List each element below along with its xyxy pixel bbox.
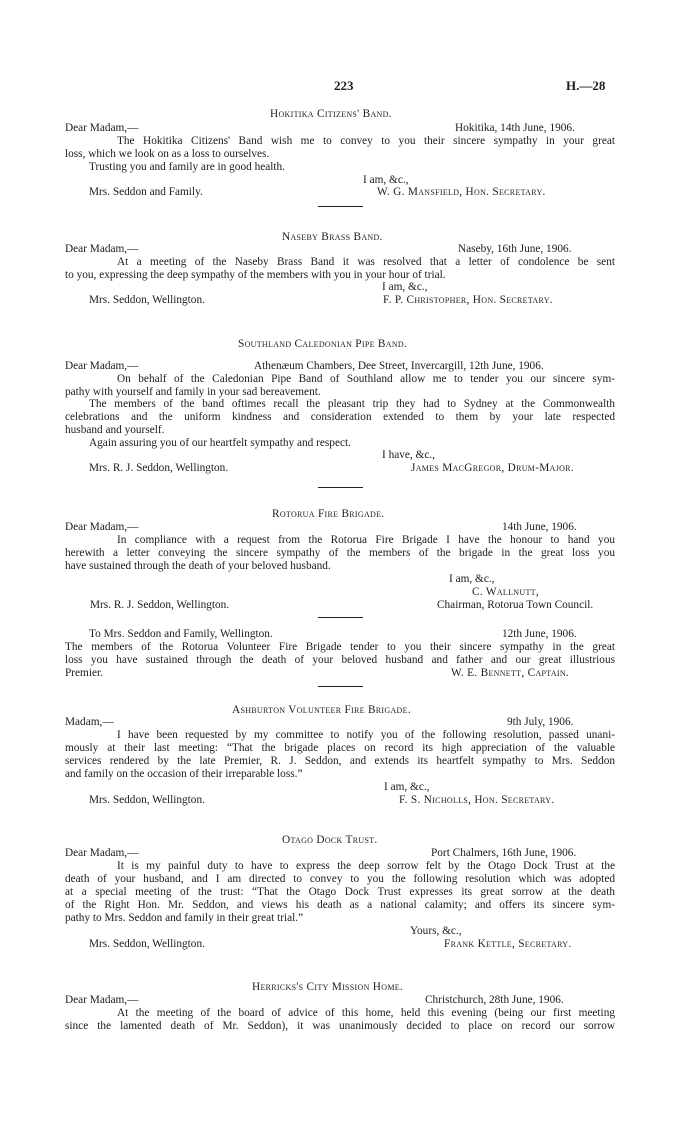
divider xyxy=(318,487,363,488)
divider xyxy=(318,686,363,687)
closing: I have, &c., xyxy=(382,449,436,461)
paragraph-line: celebrations and the uniform kindness and consideration extended to them by your late respected xyxy=(65,411,615,423)
paragraph-line: The members of the band oftimes recall the pleasant trip they had to Sydney at the Commonwealth xyxy=(89,398,615,410)
paragraph-line: services rendered by the late Premier, R. J. Seddon, and extends its heartfelt sympathy to Mrs. Seddon xyxy=(65,755,615,767)
place-date: Hokitika, 14th June, 1906. xyxy=(455,122,575,134)
paragraph-line: On behalf of the Caledonian Pipe Band of Southland allow me to tender you our sincere sym- xyxy=(117,373,615,385)
section-title: Ashburton Volunteer Fire Brigade. xyxy=(232,704,411,716)
paragraph-line: loss, which we look on as a loss to ourselves. xyxy=(65,148,270,160)
addressee: Mrs. Seddon and Family. xyxy=(89,186,203,198)
salutation: Dear Madam,— xyxy=(65,994,139,1006)
paragraph-line: In compliance with a request from the Rotorua Fire Brigade I have the honour to hand you xyxy=(117,534,615,546)
section-title: Herricks's City Mission Home. xyxy=(252,981,404,993)
salutation: Dear Madam,— xyxy=(65,360,139,372)
salutation: Dear Madam,— xyxy=(65,847,139,859)
sub-addressee: To Mrs. Seddon and Family, Wellington. xyxy=(89,628,273,640)
salutation: Dear Madam,— xyxy=(65,243,139,255)
series-number: H.—28 xyxy=(566,78,606,93)
sub-date: 12th June, 1906. xyxy=(502,628,577,640)
divider xyxy=(318,617,363,618)
signature: James MacGregor, Drum-Major. xyxy=(411,462,574,474)
paragraph-line: It is my painful duty to have to express the deep sorrow felt by the Otago Dock Trust at the xyxy=(117,860,615,872)
signature-title: Chairman, Rotorua Town Council. xyxy=(437,599,594,611)
section-title: Naseby Brass Band. xyxy=(282,231,383,243)
place-date: Port Chalmers, 16th June, 1906. xyxy=(431,847,577,859)
paragraph-line: of the Right Hon. Mr. Seddon, and views his death as a national calamity; and offers its sincere sym- xyxy=(65,899,615,911)
paragraph-line: have sustained through the death of your beloved husband. xyxy=(65,560,331,572)
paragraph-line: loss you have sustained through the death of your beloved husband and father and our great illustrious xyxy=(65,654,615,666)
signature: C. Wallnutt, xyxy=(472,586,539,598)
paragraph-line: pathy with yourself and family in your sad bereavement. xyxy=(65,386,321,398)
signature: F. S. Nicholls, Hon. Secretary. xyxy=(399,794,555,806)
paragraph-line: The Hokitika Citizens' Band wish me to convey to you their sincere sympathy in your great xyxy=(117,135,615,147)
place-date: Athenæum Chambers, Dee Street, Invercargill, 12th June, 1906. xyxy=(254,360,544,372)
paragraph-line: herewith a letter conveying the sincere sympathy of the members of the brigade in the great loss you xyxy=(65,547,615,559)
closing: I am, &c., xyxy=(384,781,430,793)
paragraph-line: At the meeting of the board of advice of this home, held this evening (being our first meeting xyxy=(117,1007,615,1019)
addressee: Mrs. Seddon, Wellington. xyxy=(89,294,205,306)
closing: I am, &c., xyxy=(449,573,495,585)
paragraph-line: At a meeting of the Naseby Brass Band it was resolved that a letter of condolence be sent xyxy=(117,256,615,268)
paragraph-line: Again assuring you of our heartfelt sympathy and respect. xyxy=(89,437,351,449)
addressee: Mrs. Seddon, Wellington. xyxy=(89,794,205,806)
paragraph-line: to you, expressing the deep sympathy of the members with you in your hour of trial. xyxy=(65,269,446,281)
paragraph-line: and family on the occasion of their irreparable loss.” xyxy=(65,768,303,780)
addressee: Mrs. R. J. Seddon, Wellington. xyxy=(89,462,229,474)
closing: I am, &c., xyxy=(382,281,428,293)
place-date: Naseby, 16th June, 1906. xyxy=(458,243,572,255)
paragraph-line: mously at their last meeting: “That the brigade places on record its high appreciation of the valuable xyxy=(65,742,615,754)
paragraph-line: since the lamented death of Mr. Seddon), it was unanimously decided to place on record our sorrow xyxy=(65,1020,615,1032)
signature: F. P. Christopher, Hon. Secretary. xyxy=(383,294,553,306)
section-title: Hokitika Citizens' Band. xyxy=(270,108,392,120)
closing: Yours, &c., xyxy=(410,925,462,937)
salutation: Dear Madam,— xyxy=(65,521,139,533)
closing: I am, &c., xyxy=(363,174,409,186)
paragraph-line: Premier. xyxy=(65,667,103,679)
paragraph-line: pathy to Mrs. Seddon and family in their great trial.” xyxy=(65,912,304,924)
paragraph-line: The members of the Rotorua Volunteer Fire Brigade tender to you their sincere sympathy in the great xyxy=(65,641,615,653)
salutation: Madam,— xyxy=(65,716,114,728)
addressee: Mrs. Seddon, Wellington. xyxy=(89,938,205,950)
divider xyxy=(318,206,363,207)
salutation: Dear Madam,— xyxy=(65,122,139,134)
addressee: Mrs. R. J. Seddon, Wellington. xyxy=(90,599,230,611)
sub-signature: W. E. Bennett, Captain. xyxy=(451,667,570,679)
paragraph-line: I have been requested by my committee to notify you of the following resolution, passed unani- xyxy=(117,729,615,741)
date: 9th July, 1906. xyxy=(507,716,574,728)
section-title: Southland Caledonian Pipe Band. xyxy=(238,338,408,350)
paragraph-line: death of your husband, and I am directed to convey to you the following resolution which was adopted xyxy=(65,873,615,885)
place-date: Christchurch, 28th June, 1906. xyxy=(425,994,564,1006)
signature: W. G. Mansfield, Hon. Secretary. xyxy=(377,186,546,198)
section-title: Rotorua Fire Brigade. xyxy=(272,508,385,520)
signature: Frank Kettle, Secretary. xyxy=(444,938,572,950)
paragraph-line: Trusting you and family are in good health. xyxy=(89,161,285,173)
section-title: Otago Dock Trust. xyxy=(282,834,378,846)
paragraph-line: at a special meeting of the trust: “That the Otago Dock Trust expresses its great sorrow at the death xyxy=(65,886,615,898)
date: 14th June, 1906. xyxy=(502,521,577,533)
paragraph-line: husband and yourself. xyxy=(65,424,165,436)
page-number: 223 xyxy=(334,78,354,93)
